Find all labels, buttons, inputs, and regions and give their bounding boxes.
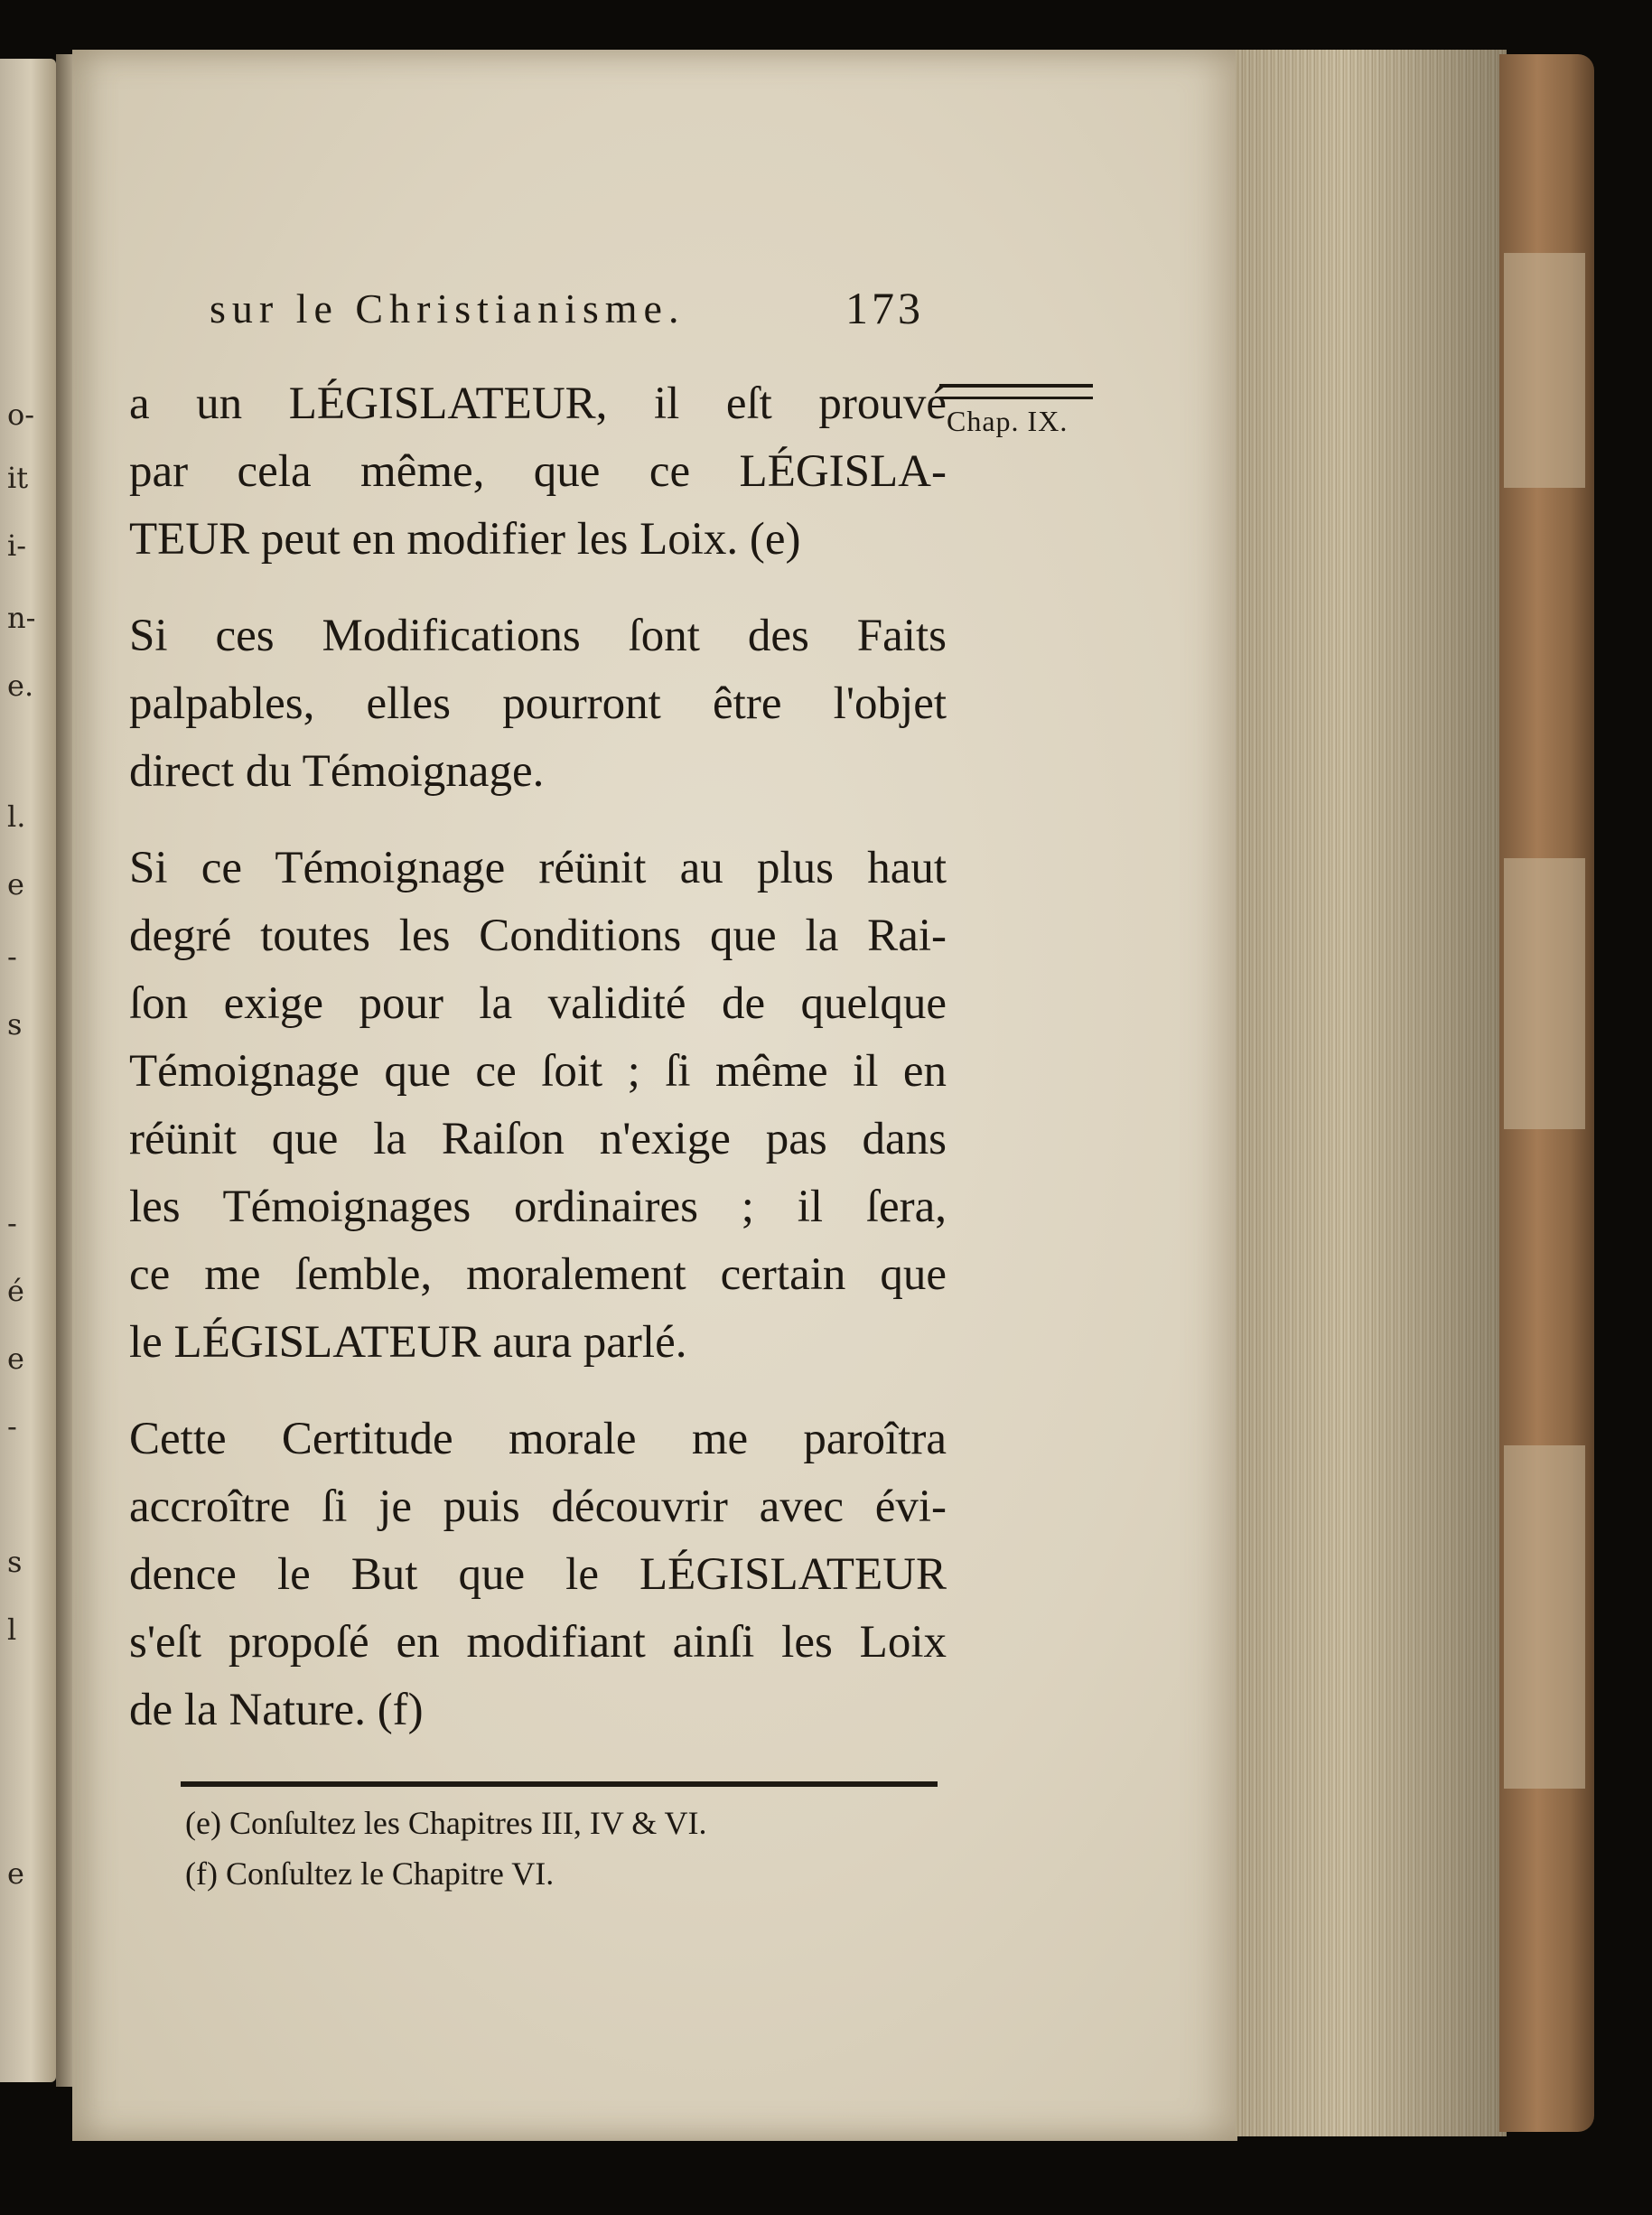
- left-page-fragment: -: [7, 939, 17, 974]
- paragraph-gap: [129, 574, 947, 603]
- chapter-marginal-note: Chap. IX.: [947, 405, 1069, 437]
- body-text: [129, 370, 947, 1744]
- left-page-fragment: -: [7, 1409, 17, 1444]
- running-head: sur le Christianisme.: [210, 285, 686, 332]
- cover-wear-patch: [1504, 253, 1585, 488]
- footnotes: [185, 1798, 926, 1899]
- marginal-rule: [939, 384, 1093, 399]
- text-line: Si ces Modifications ſont des Faits: [129, 611, 947, 661]
- left-page-fragment: -: [7, 1206, 17, 1240]
- text-line: Témoignage que ce ſoit ; ſi même il en: [129, 1046, 947, 1097]
- footnote-f: (f) Conſultez le Chapitre VI.: [185, 1855, 555, 1892]
- paragraph-gap: [129, 806, 947, 835]
- text-line: réünit que la Raiſon n'exige pas dans: [129, 1114, 947, 1164]
- cover-wear-patch: [1504, 1445, 1585, 1789]
- text-line: accroître ſi je puis découvrir avec évi-: [129, 1481, 947, 1532]
- left-page-fragment: i-: [7, 528, 27, 563]
- left-page-fragment: n-: [7, 601, 36, 635]
- text-line: palpables, elles pourront être l'objet: [129, 678, 947, 729]
- left-page-fragment: é: [7, 1274, 24, 1308]
- text-line: dence le But que le LÉGISLATEUR: [129, 1549, 947, 1600]
- text-line: les Témoignages ordinaires ; il ſera,: [129, 1182, 947, 1232]
- left-page-fragment: e.: [7, 668, 34, 703]
- text-line: degré toutes les Conditions que la Rai-: [129, 911, 947, 961]
- left-page-fragment: s: [7, 1545, 23, 1579]
- page-number: 173: [845, 283, 924, 333]
- paragraph-gap: [129, 1377, 947, 1406]
- left-page-fragment: l: [7, 1612, 17, 1647]
- left-page-fragment: l.: [7, 799, 26, 834]
- footnote-rule: [181, 1781, 938, 1787]
- text-line: ſon exige pour la validité de quelque: [129, 978, 947, 1029]
- text-line: de la Nature. (f): [129, 1685, 424, 1735]
- text-line: Cette Certitude morale me paroîtra: [129, 1414, 947, 1464]
- left-page-fragment: o-: [7, 397, 35, 432]
- text-line: TEUR peut en modifier les Loix. (e): [129, 514, 801, 565]
- left-page-fragment: it: [7, 461, 29, 495]
- text-line: le LÉGISLATEUR aura parlé.: [129, 1317, 687, 1368]
- text-line: ce me ſemble, moralement certain que: [129, 1249, 947, 1300]
- text-line: par cela même, que ce LÉGISLA-: [129, 446, 947, 497]
- text-line: a un LÉGISLATEUR, il eſt prouvé: [129, 379, 947, 429]
- cover-wear-patch: [1504, 858, 1585, 1129]
- text-line: Si ce Témoignage réünit au plus haut: [129, 843, 947, 893]
- text-line: s'eſt propoſé en modifiant ainſi les Loix: [129, 1617, 947, 1668]
- fore-edge-shadow: [1236, 50, 1507, 2136]
- left-page-fragment: s: [7, 1007, 23, 1042]
- left-page-fragment: e: [7, 867, 24, 902]
- text-line: direct du Témoignage.: [129, 746, 545, 797]
- left-page-fragment: e: [7, 1341, 24, 1376]
- left-page-fragment: e: [7, 1856, 24, 1891]
- footnote-e: (e) Conſultez les Chapitres III, IV & VI.: [185, 1805, 707, 1841]
- left-page-edge: [0, 59, 56, 2082]
